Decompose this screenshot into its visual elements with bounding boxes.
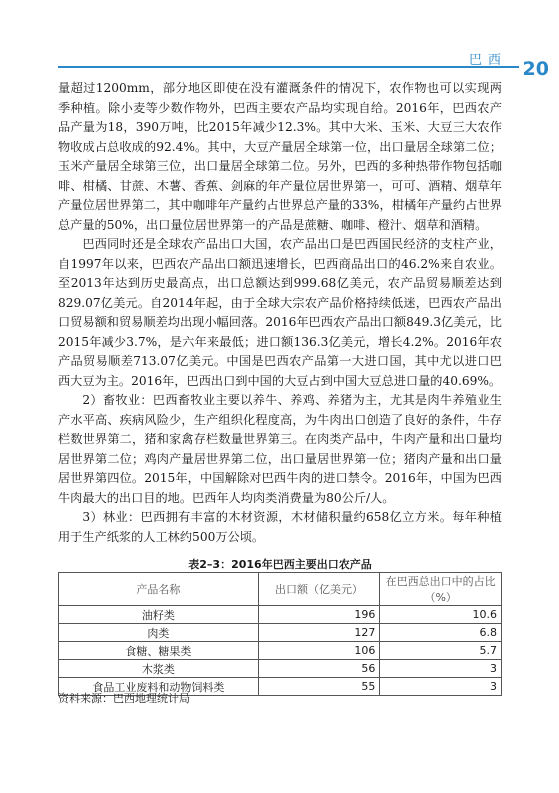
product-name-cell: 肉类 (59, 624, 259, 642)
paragraph-forestry: 3）林业：巴西拥有丰富的木材资源，木材储积量约658亿立方米。每年种植用于生产纸浆的人工林约500万公顷。 (58, 510, 502, 544)
product-name-cell: 油籽类 (59, 606, 259, 624)
share-cell: 5.7 (380, 642, 502, 660)
table-header-row (59, 573, 502, 606)
share-cell: 3 (380, 678, 502, 696)
column-header-export-value: 出口额（亿美元） (258, 573, 380, 606)
paragraph-exports: 巴西同时还是全球农产品出口大国，农产品出口是巴西国民经济的支柱产业，自1997年以来，巴西农产品出口额迅速增长，巴西商品出口的46.2%来自农业。至2013年达到历史最高点，出口总额达到999.68亿美元，农产品贸易顺差达到829.07亿美元。自2014年起，由于全球大宗农产品价格持续低迷，巴西农产品出口贸易额和贸易顺差均出现小幅回落。2016年巴西农产品出口额849.3亿美元，比2015年减少3.7%，是六年来最低；进口额136.3亿美元，增长4.2%。2016年农产品贸易顺差713.07亿美元。中国是巴西农产品第一大进口国，其中尤以进口巴西大豆为主。2016年，巴西出口到中国的大豆占到中国大豆总进口量的40.69%。 (58, 237, 502, 388)
table-row (59, 642, 502, 660)
product-name-cell: 食糖、糖果类 (59, 642, 259, 660)
running-header-country: 巴西 (468, 53, 507, 68)
share-cell: 3 (380, 660, 502, 678)
export-value-cell: 196 (258, 606, 380, 624)
table-row (59, 660, 502, 678)
column-header-share: 在巴西总出口中的占比（%） (380, 573, 502, 606)
product-name-cell: 食品工业废料和动物饲料类 (59, 678, 259, 696)
page-number: 20 (522, 58, 549, 80)
body-text (58, 79, 502, 547)
table-row (59, 606, 502, 624)
export-value-cell: 127 (258, 624, 380, 642)
source-note: 资料来源：巴西地理统计局 (58, 692, 190, 705)
table-caption: 表2–3：2016年巴西主要出口农产品 (188, 558, 372, 571)
export-value-cell: 56 (258, 660, 380, 678)
share-cell: 10.6 (380, 606, 502, 624)
export-value-cell: 106 (258, 642, 380, 660)
paragraph-livestock: 2）畜牧业：巴西畜牧业主要以养牛、养鸡、养猪为主，尤其是肉牛养殖业生产水平高、疾病风险少，生产组织化程度高，为牛肉出口创造了良好的条件，牛存栏数世界第二，猪和家禽存栏数量世界第三。在肉类产品中，牛肉产量和出口量均居世界第二位；鸡肉产量居世界第二位，出口量居世界第一位；猪肉产量和出口量居世界第四位。2015年，中国解除对巴西牛肉的进口禁令。2016年，中国为巴西牛肉最大的出口目的地。巴西年人均肉类消费量为80公斤/人。 (58, 393, 502, 505)
paragraph-agriculture-continued: 量超过1200mm，部分地区即使在没有灌溉条件的情况下，农作物也可以实现两季种植。除小麦等少数作物外，巴西主要农产品均实现自给。2016年，巴西农产品产量为18，390万吨，比2015年减少12.3%。其中大米、玉米、大豆三大农作物收成占总收成的92.4%。其中，大豆产量居全球第一位，出口量居全球第二位；玉米产量居全球第三位，出口量居全球第二位。另外，巴西的多种热带作物包括咖啡、柑橘、甘蔗、木薯、香蕉、剑麻的年产量位居世界第一，可可、酒精、烟草年产量位居世界第二，其中咖啡年产量约占世界总产量的33%，柑橘年产量约占世界总产量的50%，出口量位居世界第一的产品是蔗糖、咖啡、橙汁、烟草和酒精。 (58, 81, 502, 232)
export-products-table (58, 572, 502, 696)
table-row (59, 624, 502, 642)
column-header-product: 产品名称 (59, 573, 259, 606)
share-cell: 6.8 (380, 624, 502, 642)
product-name-cell: 木浆类 (59, 660, 259, 678)
export-value-cell: 55 (258, 678, 380, 696)
header-rule (58, 66, 519, 68)
